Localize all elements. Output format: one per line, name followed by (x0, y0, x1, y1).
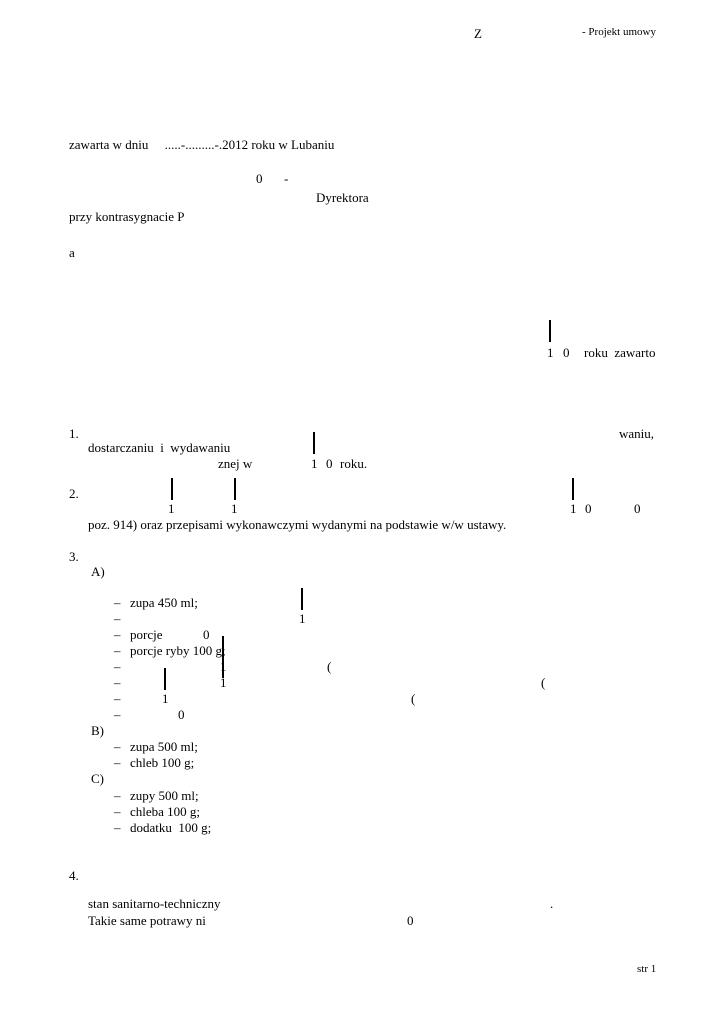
p2-zero-b: 0 (634, 501, 641, 516)
p1-line2: dostarczaniu i wydawaniu (88, 440, 231, 455)
vertical-mark (313, 432, 315, 454)
intro-dyrektora: Dyrektora (316, 190, 369, 205)
vertical-mark (549, 320, 551, 342)
p1-zero: 0 (326, 456, 333, 471)
dash: – (114, 707, 121, 722)
dash: – (114, 659, 121, 674)
p3-a-ryby: porcje ryby 100 g; (130, 643, 226, 658)
intro-one: 1 (547, 345, 554, 360)
dash: – (114, 611, 121, 626)
p3-a-one1: 1 (299, 611, 306, 626)
p4-line2: Takie same potrawy ni (88, 913, 206, 928)
dash: – (114, 755, 121, 770)
dash: – (114, 804, 121, 819)
p1-roku: roku. (340, 456, 368, 471)
p4-dot: . (550, 896, 554, 911)
vertical-mark (572, 478, 574, 500)
p3-a-paren1: ( (327, 659, 332, 674)
p3-b-zupa: zupa 500 ml; (130, 739, 198, 754)
p3-a-zupa: zupa 450 ml; (130, 595, 198, 610)
intro-zero2: 0 (563, 345, 570, 360)
intro-dash: - (284, 171, 289, 186)
header-letter: Z (474, 26, 482, 41)
p3-c-zupy: zupy 500 ml; (130, 788, 199, 803)
p2-one-c: 1 (570, 501, 577, 516)
p3-a-label: A) (91, 564, 105, 579)
p3-a-zero1: 0 (203, 627, 210, 642)
vertical-mark (171, 478, 173, 500)
p2-number: 2. (69, 486, 79, 501)
p2-line2: poz. 914) oraz przepisami wykonawczymi wydanymi na podstawie w/w ustawy. (88, 517, 507, 532)
p3-a-paren3: ( (411, 691, 416, 706)
page-number: str 1 (637, 963, 657, 975)
header-title: - Projekt umowy (582, 26, 656, 38)
p3-a-porcje: porcje (130, 627, 163, 642)
dash: – (114, 788, 121, 803)
dash: – (114, 643, 121, 658)
vertical-mark (301, 588, 303, 610)
p3-a-zero2: 0 (178, 707, 185, 722)
vertical-mark (234, 478, 236, 500)
p3-a-one3: 1 (220, 675, 227, 690)
p2-zero-a: 0 (585, 501, 592, 516)
dash: – (114, 595, 121, 610)
dash: – (114, 675, 121, 690)
intro-kontrasygnata: przy kontrasygnacie P (69, 209, 185, 224)
p3-b-chleb: chleb 100 g; (130, 755, 195, 770)
intro-zawarto: roku zawarto (584, 345, 656, 360)
p1-number: 1. (69, 426, 79, 441)
dash: – (114, 691, 121, 706)
p4-line1: stan sanitarno-techniczny (88, 896, 221, 911)
p3-c-label: C) (91, 771, 104, 786)
p3-c-chleba: chleba 100 g; (130, 804, 201, 819)
p4-zero: 0 (407, 913, 414, 928)
dash: – (114, 627, 121, 642)
intro-date-line: zawarta w dniu .....-.........-.2012 roku w Lubaniu (69, 137, 335, 152)
dash: – (114, 739, 121, 754)
p3-a-one2: 1 (220, 659, 227, 674)
intro-a: a (69, 245, 75, 260)
dash: – (114, 820, 121, 835)
p1-end: waniu, (619, 426, 655, 441)
p3-b-label: B) (91, 723, 104, 738)
intro-zero: 0 (256, 171, 263, 186)
p3-number: 3. (69, 549, 79, 564)
p4-number: 4. (69, 868, 79, 883)
vertical-mark (164, 668, 166, 690)
p3-a-paren2: ( (541, 675, 546, 690)
p2-one-b: 1 (231, 501, 238, 516)
p3-a-one4: 1 (162, 691, 169, 706)
p1-line3: znej w (218, 456, 253, 471)
p3-c-dodatku: dodatku 100 g; (130, 820, 212, 835)
p2-one-a: 1 (168, 501, 175, 516)
p1-one: 1 (311, 456, 318, 471)
